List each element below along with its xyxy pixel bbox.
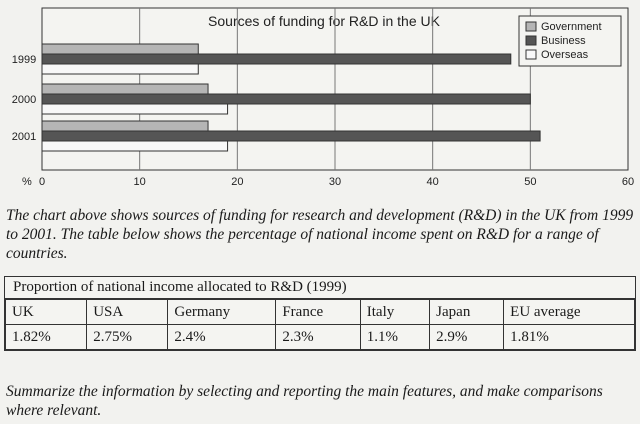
x-tick-label: 60 (621, 176, 634, 188)
table-header-cell: EU average (504, 300, 635, 325)
legend-swatch (526, 36, 536, 45)
chart-caption: The chart above shows sources of funding for research and development (R&D) in the UK from 1999 to 2001. The table below shows the percentage of national income spent on R&D for a range of countries. (6, 207, 634, 262)
table-value-cell: 2.9% (430, 325, 504, 350)
table-header-cell: France (276, 300, 360, 325)
table-value-cell: 2.75% (87, 325, 168, 350)
bar-business-1999 (42, 54, 511, 64)
legend-swatch (526, 22, 536, 31)
bar-business-2001 (42, 131, 540, 141)
table-value-cell: 1.81% (504, 325, 635, 350)
x-tick-label: 0 (38, 176, 46, 188)
x-tick-labels (39, 176, 634, 188)
table-header-cell: Japan (430, 300, 504, 325)
income-table (4, 276, 636, 351)
table-header-row (6, 300, 635, 325)
table-header-cell: UK (6, 300, 87, 325)
bar-overseas-1999 (42, 64, 198, 74)
table-header-cell: USA (87, 300, 168, 325)
table-value-cell: 2.3% (276, 325, 360, 350)
table-value-cell: 1.1% (360, 325, 429, 350)
bar-government-2000 (42, 84, 208, 94)
table-value-cell: 1.82% (6, 325, 87, 350)
bar-overseas-2000 (42, 104, 228, 114)
bars (42, 44, 540, 151)
chart-title: Sources of funding for R&D in the UK (208, 13, 440, 29)
x-tick-label: 50 (524, 176, 537, 188)
category-label: 1999 (11, 54, 37, 66)
table-title: Proportion of national income allocated to R&D (1999) (5, 277, 635, 299)
legend-swatch (526, 50, 536, 59)
legend (519, 16, 621, 66)
bar-overseas-2001 (42, 141, 228, 151)
bar-chart (6, 4, 634, 190)
x-tick-label: 20 (231, 176, 244, 188)
x-tick-label: 40 (426, 176, 439, 188)
legend-label: Business (541, 35, 586, 47)
category-label: 2000 (11, 94, 37, 106)
x-tick-label: 10 (133, 176, 146, 188)
x-tick-label: 30 (328, 176, 342, 188)
category-labels (12, 54, 36, 143)
bar-government-2001 (42, 121, 208, 131)
bar-government-1999 (42, 44, 198, 54)
task-instructions: Summarize the information by selecting and reporting the main features, and make comparisons where relevant. (6, 383, 603, 419)
table-header-cell: Italy (360, 300, 429, 325)
bar-business-2000 (42, 94, 530, 104)
x-axis-unit-label: % (22, 176, 32, 188)
table-value-cell: 2.4% (168, 325, 276, 350)
legend-label: Government (541, 21, 602, 33)
category-label: 2001 (11, 131, 37, 143)
table-header-cell: Germany (168, 300, 276, 325)
table-value-row (6, 325, 635, 350)
legend-label: Overseas (541, 49, 589, 61)
